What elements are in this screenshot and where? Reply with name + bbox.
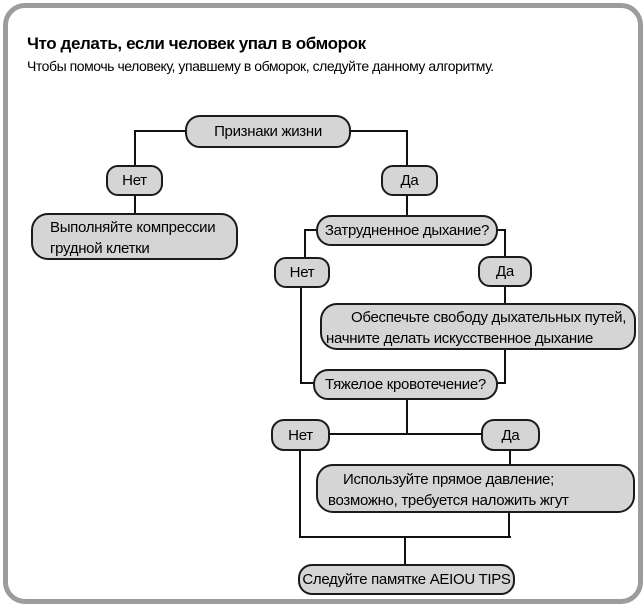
rounded-card-frame xyxy=(3,3,643,604)
node-signs-of-life: Признаки жизни xyxy=(185,115,351,148)
page-subtitle: Чтобы помочь человеку, упавшему в обморок, следуйте данному алгоритму. xyxy=(27,58,494,74)
node-chest-compressions xyxy=(31,213,238,260)
connector xyxy=(509,451,511,464)
connector xyxy=(300,382,313,384)
connector xyxy=(504,287,506,303)
connector xyxy=(134,196,136,213)
connector xyxy=(406,400,408,434)
connector xyxy=(134,130,185,132)
node-bleeding-question: Тяжелое кровотечение? xyxy=(313,369,498,400)
connector xyxy=(406,130,408,165)
node-airway-rescue-breathing xyxy=(320,303,636,350)
node-aeiou-tips: Следуйте памятке AEIOU TIPS xyxy=(298,564,515,595)
connector xyxy=(299,451,301,538)
node-line: возможно, требуется наложить жгут xyxy=(328,492,569,509)
node-line: Обеспечьте свободу дыхательных путей, xyxy=(351,309,627,326)
connector xyxy=(300,288,302,384)
connector xyxy=(304,229,306,257)
connector xyxy=(508,513,510,538)
page-title: Что делать, если человек упал в обморок xyxy=(27,34,366,53)
connector xyxy=(406,196,408,215)
node-breathing-question: Затрудненное дыхание? xyxy=(316,215,498,246)
connector xyxy=(504,229,506,256)
connector xyxy=(404,536,406,564)
node-line: начните делать искусственное дыхание xyxy=(326,330,593,347)
node-yes-1: Да xyxy=(381,165,438,196)
node-no-2: Нет xyxy=(274,257,330,288)
node-no-3: Нет xyxy=(271,419,330,451)
connector xyxy=(134,130,136,165)
node-yes-2: Да xyxy=(478,256,532,287)
connector xyxy=(351,130,408,132)
node-line: грудной клетки xyxy=(50,240,150,257)
node-line: Выполняйте компрессии xyxy=(50,219,216,236)
connector xyxy=(498,382,506,384)
connector xyxy=(330,433,481,435)
node-yes-3: Да xyxy=(481,419,540,451)
node-direct-pressure xyxy=(316,464,635,513)
node-no-1: Нет xyxy=(106,165,163,196)
connector xyxy=(504,350,506,384)
node-line: Используйте прямое давление; xyxy=(343,471,554,488)
